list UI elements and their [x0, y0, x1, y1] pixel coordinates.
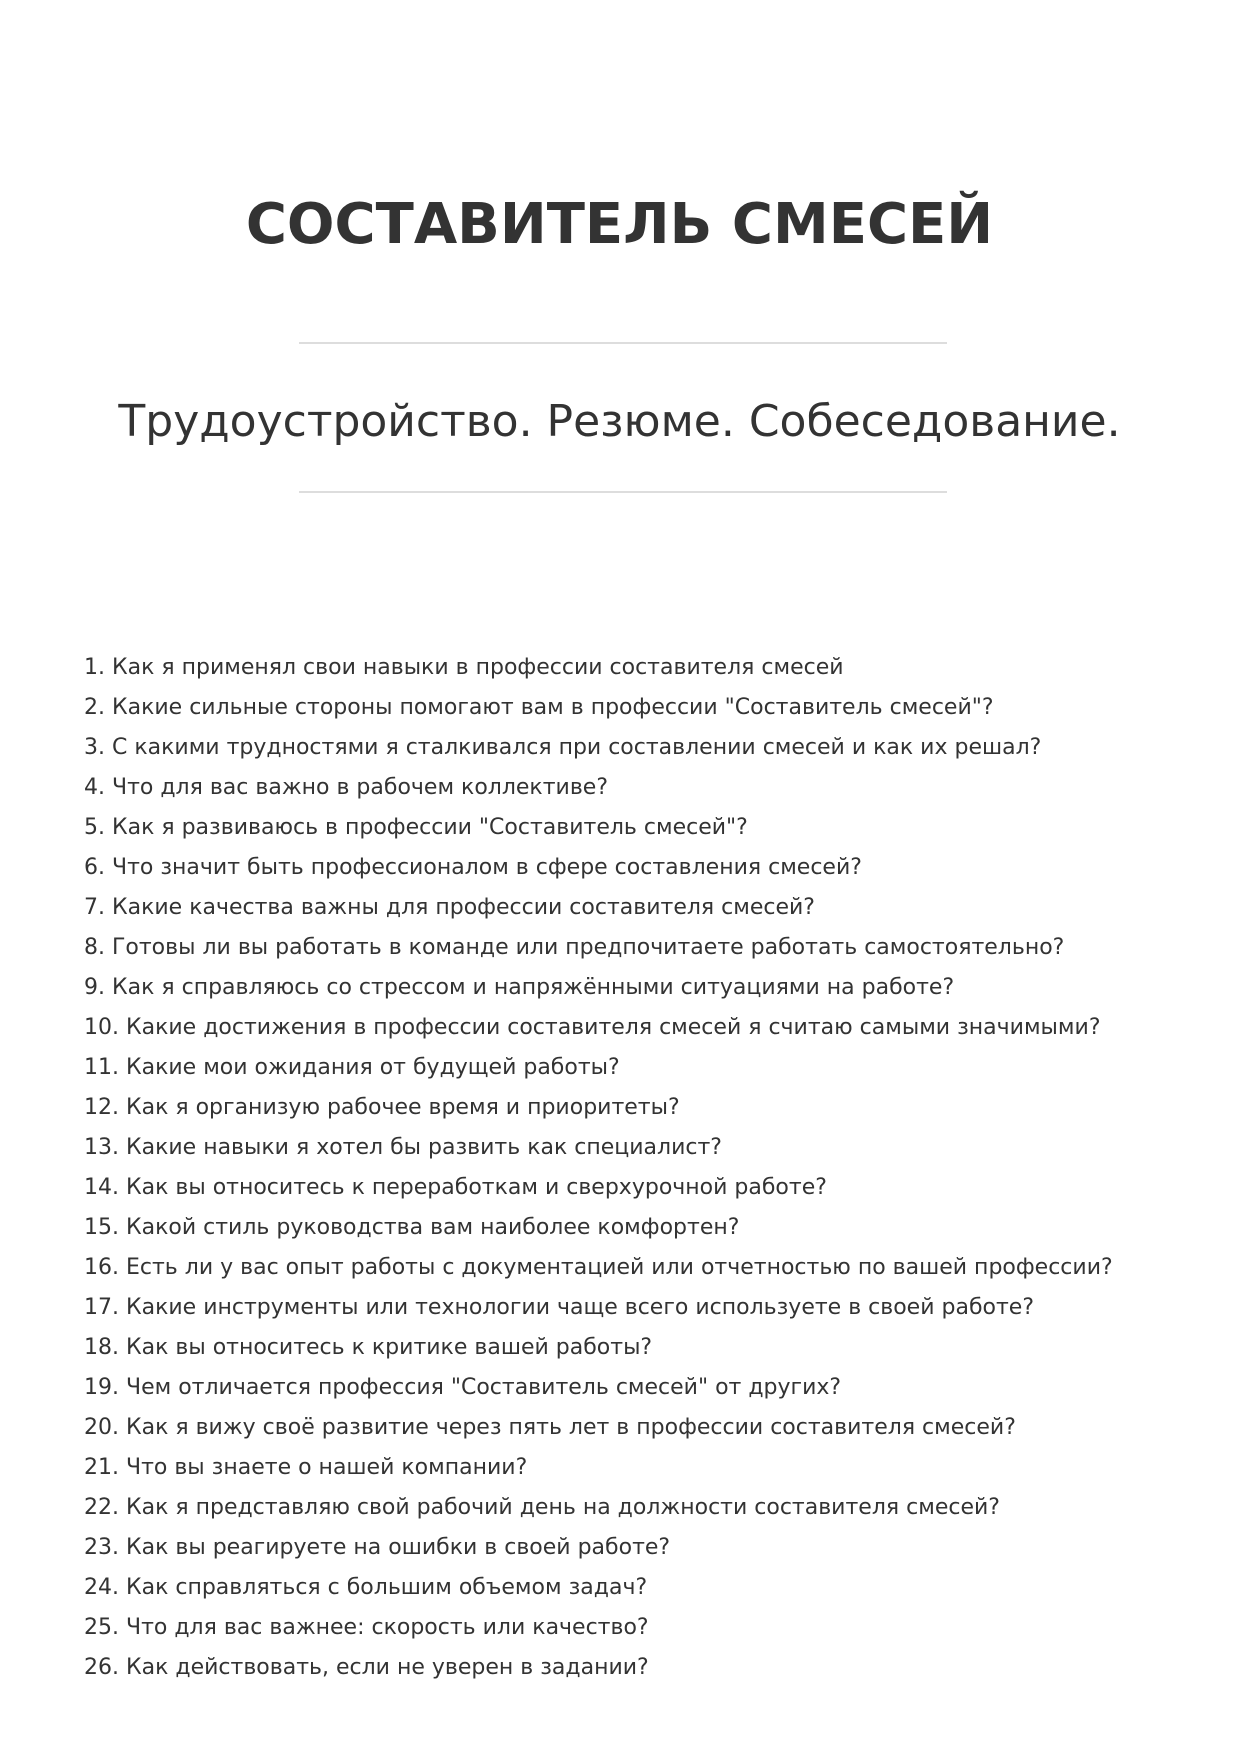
question-item: 17. Какие инструменты или технологии чаще всего используете в своей работе?: [84, 1295, 1035, 1320]
question-item: 13. Какие навыки я хотел бы развить как специалист?: [84, 1135, 722, 1160]
document-subtitle: Трудоустройство. Резюме. Собеседование.: [118, 396, 1121, 447]
question-item: 2. Какие сильные стороны помогают вам в профессии "Составитель смесей"?: [84, 695, 994, 720]
question-item: 12. Как я организую рабочее время и приоритеты?: [84, 1095, 680, 1120]
question-item: 5. Как я развиваюсь в профессии "Составитель смесей"?: [84, 815, 748, 840]
question-item: 15. Какой стиль руководства вам наиболее комфортен?: [84, 1215, 740, 1240]
question-item: 24. Как справляться с большим объемом задач?: [84, 1575, 648, 1600]
question-list: [84, 648, 1204, 1688]
question-item: 3. С какими трудностями я сталкивался при составлении смесей и как их решал?: [84, 735, 1042, 760]
question-item: 6. Что значит быть профессионалом в сфере составления смесей?: [84, 855, 862, 880]
question-item: 8. Готовы ли вы работать в команде или предпочитаете работать самостоятельно?: [84, 935, 1065, 960]
question-item: 25. Что для вас важнее: скорость или качество?: [84, 1615, 649, 1640]
question-item: 14. Как вы относитесь к переработкам и сверхурочной работе?: [84, 1175, 827, 1200]
question-item: 4. Что для вас важно в рабочем коллективе?: [84, 775, 609, 800]
question-item: 23. Как вы реагируете на ошибки в своей работе?: [84, 1535, 671, 1560]
question-item: 1. Как я применял свои навыки в профессии составителя смесей: [84, 655, 844, 680]
question-item: 16. Есть ли у вас опыт работы с документацией или отчетностью по вашей профессии?: [84, 1255, 1113, 1280]
question-item: 20. Как я вижу своё развитие через пять лет в профессии составителя смесей?: [84, 1415, 1016, 1440]
question-item: 10. Какие достижения в профессии составителя смесей я считаю самыми значимыми?: [84, 1015, 1101, 1040]
title-divider-top: [299, 342, 947, 344]
question-item: 18. Как вы относитесь к критике вашей работы?: [84, 1335, 653, 1360]
question-item: 9. Как я справляюсь со стрессом и напряжёнными ситуациями на работе?: [84, 975, 955, 1000]
question-item: 19. Чем отличается профессия "Составитель смесей" от других?: [84, 1375, 842, 1400]
question-item: 22. Как я представляю свой рабочий день на должности составителя смесей?: [84, 1495, 1000, 1520]
question-item: 21. Что вы знаете о нашей компании?: [84, 1455, 528, 1480]
question-item: 26. Как действовать, если не уверен в задании?: [84, 1655, 649, 1680]
question-item: 11. Какие мои ожидания от будущей работы?: [84, 1055, 620, 1080]
question-item: 7. Какие качества важны для профессии составителя смесей?: [84, 895, 815, 920]
document-title: СОСТАВИТЕЛЬ СМЕСЕЙ: [245, 192, 994, 257]
title-divider-bottom: [299, 491, 947, 493]
